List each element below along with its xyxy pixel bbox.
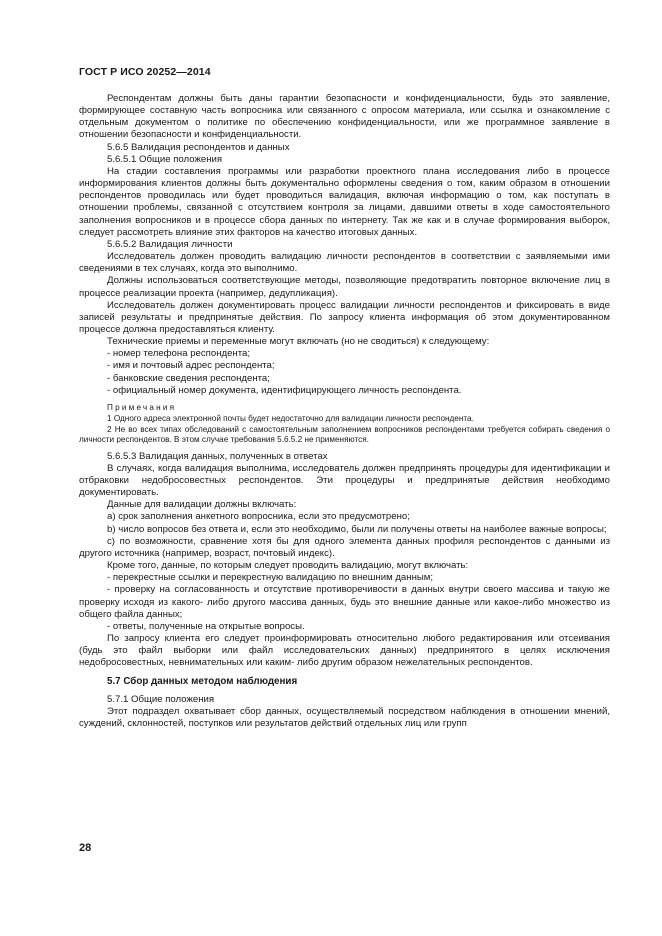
paragraph: По запросу клиента его следует проинформировать относительно любого редактирования или отсеивания (будь это файл выборки или файл исследовательских данных) предпринятого в целях исключения недобросовестных, невнимательных или каким- либо другим образом нежелательных респондентов.	[79, 633, 610, 669]
list-item: - перекрестные ссылки и перекрестную валидацию по внешним данным;	[107, 572, 434, 584]
paragraph: Респондентам должны быть даны гарантии безопасности и конфиденциальности, будь это заявление, формирующее составную часть вопросника или связанного с опросом материала, или ссылка и ознакомление с отдельным документом о политике по обеспечению конфиденциальности, или же программное заявление в отношении безопасности и конфиденциальности.	[79, 93, 610, 141]
paragraph: Исследователь должен проводить валидацию личности респондентов в соответствии с заявляемыми ими сведениями в тех случаях, когда это выполнимо.	[79, 251, 610, 275]
paragraph: Данные для валидации должны включать:	[107, 499, 297, 511]
document-header: ГОСТ Р ИСО 20252—2014	[79, 66, 211, 78]
list-item: - проверку на согласованность и отсутствие противоречивости в данных внутри своего массива и такую же проверку исходя из какого- либо другого массива данных, будь это внешние данные или какое-либо множество из общего файла данных;	[79, 584, 610, 620]
note: 2 Не во всех типах обследований с самостоятельным заполнением вопросников респондентами требуется собирать сведения о личности респондентов. В этом случае требования 5.6.5.2 не применяются.	[79, 424, 610, 445]
paragraph: В случаях, когда валидация выполнима, исследователь должен предпринять процедуры для идентификации и отбраковки недобросовестных респондентов. Эти процедуры и предпринятые действия необходимо документировать.	[79, 462, 610, 499]
paragraph: Должны использоваться соответствующие методы, позволяющие предотвратить повторное включение лиц в процессе реализации проекта (например, дедупликация).	[79, 275, 610, 299]
list-item: - банковские сведения респондента;	[107, 372, 270, 384]
subsection-heading: 5.6.5.2 Валидация личности	[107, 238, 233, 250]
list-item: b) число вопросов без ответа и, если это необходимо, были ли получены ответы на наиболее важные вопросы;	[107, 523, 607, 535]
subsection-heading: 5.7.1 Общие положения	[107, 693, 215, 705]
paragraph: Технические приемы и переменные могут включать (но не сводиться) к следующему:	[107, 336, 490, 348]
list-item: а) срок заполнения анкетного вопросника, если это предусмотрено;	[107, 511, 410, 523]
notes-title: Примечания	[107, 402, 177, 412]
list-item: - официальный номер документа, идентифицирующего личность респондента.	[107, 384, 462, 396]
subsection-heading: 5.6.5.1 Общие положения	[107, 153, 223, 165]
document-body	[79, 93, 610, 730]
note: 1 Одного адреса электронной почты будет недостаточно для валидации личности респондента.	[107, 413, 474, 423]
paragraph: На стадии составления программы или разработки проектного плана исследования либо в процессе информирования клиентов должны быть документально оформлены сведения о том, каким образом в отношении респондентов проводилась или будет проводиться валидация, включая информацию о том, как поступать в отношении проблемы, связанной с отсутствием контроля за лицами, давшими ответы в ходе самостоятельного заполнения вопросников и в процессе сбора данных по интернету. Так же как и в случае формирования выборок, следует рассмотреть влияние этих факторов на качество итоговых данных.	[79, 165, 610, 238]
list-item: - ответы, полученные на открытые вопросы.	[107, 620, 305, 632]
section-heading: 5.7 Сбор данных методом наблюдения	[107, 675, 298, 687]
list-item: - имя и почтовый адрес респондента;	[107, 360, 275, 372]
subsection-heading: 5.6.5 Валидация респондентов и данных	[107, 141, 290, 153]
page-number: 28	[79, 842, 92, 854]
paragraph: Этот подраздел охватывает сбор данных, осуществляемый посредством наблюдения в отношении мнений, суждений, склонностей, поступков или результатов действий отдельных лиц или групп	[79, 705, 610, 729]
paragraph: Кроме того, данные, по которым следует проводить валидацию, могут включать:	[107, 560, 469, 572]
list-item: c) по возможности, сравнение хотя бы для одного элемента данных профиля респондентов с данными из другого источника (например, возраст, почтовый индекс).	[79, 535, 610, 559]
list-item: - номер телефона респондента;	[107, 348, 251, 360]
subsection-heading: 5.6.5.3 Валидация данных, полученных в ответах	[107, 450, 328, 462]
paragraph: Исследователь должен документировать процесс валидации личности респондентов и фиксировать в виде записей результаты и предпринятые действия. По запросу клиента информация об этом документированном процессе должна предоставляться клиенту.	[79, 299, 610, 335]
